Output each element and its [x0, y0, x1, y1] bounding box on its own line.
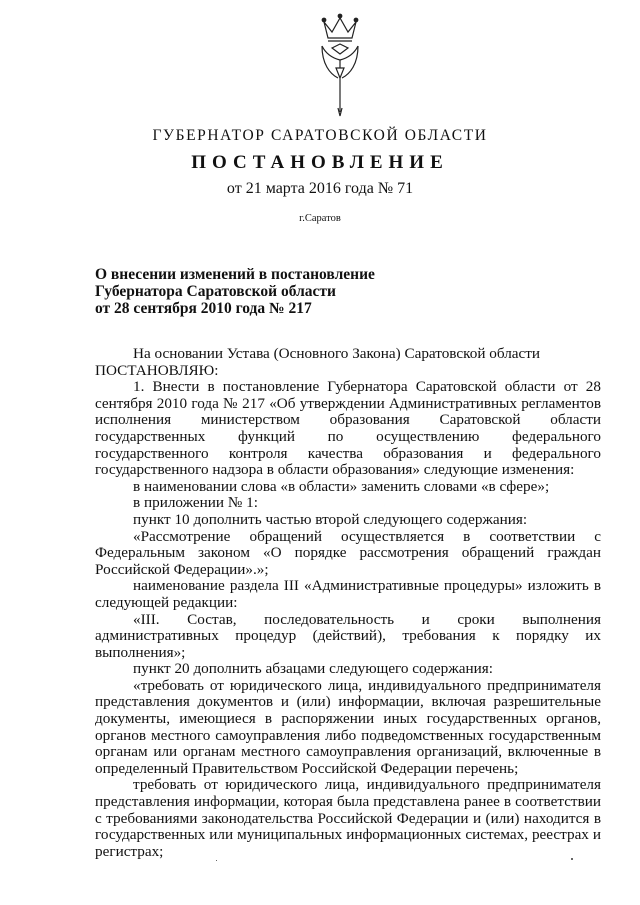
body-paragraph: пункт 20 дополнить абзацами следующего содержания: [133, 660, 493, 678]
document-body [95, 346, 601, 860]
body-paragraph: наименование раздела III «Административные процедуры» изложить в следующей редакции: [95, 577, 601, 611]
subject-line: Губернатора Саратовской области [95, 283, 336, 300]
issuing-authority: ГУБЕРНАТОР САРАТОВСКОЙ ОБЛАСТИ [152, 127, 488, 144]
subject-line: О внесении изменений в постановление [95, 266, 375, 283]
document-date-number: от 21 марта 2016 года № 71 [226, 180, 414, 197]
body-paragraph: На основании Устава (Основного Закона) Саратовской области [133, 345, 541, 362]
body-paragraph: в наименовании слова «в области» заменить словами «в сфере»; [133, 477, 550, 495]
crown-emblem-icon [318, 8, 362, 120]
document-type-title: ПОСТАНОВЛЕНИЕ [191, 152, 449, 173]
body-paragraph: «III. Состав, последовательность и сроки выполнения административных процедур (действий), требования к порядку их выполнения»; [95, 610, 601, 661]
body-paragraph: в приложении № 1: [133, 494, 258, 512]
decree-word: ПОСТАНОВЛЯЮ: [95, 361, 219, 379]
scan-speck [571, 858, 573, 860]
subject-line: от 28 сентября 2010 года № 217 [95, 300, 312, 317]
body-paragraph: требовать от юридического лица, индивидуального предпринимателя представления информации, которая была представлена ранее в соответствии с требованиями законодательства Российской Федерации и (или) находится в государственных или муниципальных информационных системах, реестрах и регистрах; [95, 776, 601, 860]
body-paragraph: «требовать от юридического лица, индивидуального предпринимателя представления документов и (или) информации, включая разрешительные документы, имеющиеся в распоряжении иных государственных органов, органов местного самоуправления либо подведомственных государственным органам или органам местного самоуправления организаций, включенные в определенный Правительством Российской Федерации перечень; [95, 676, 601, 777]
scan-speck [216, 860, 217, 861]
body-paragraph: «Рассмотрение обращений осуществляется в соответствии с Федеральным законом «О порядке рассмотрения обращений граждан Российской Федерации».»; [95, 527, 601, 578]
body-paragraph: пункт 10 дополнить частью второй следующего содержания: [133, 510, 528, 528]
document-city: г.Саратов [299, 213, 341, 224]
document-subject [95, 266, 495, 317]
body-paragraph: 1. Внести в постановление Губернатора Саратовской области от 28 сентября 2010 года № 217 «Об утверждении Административных регламентов исполнения министерством образования Саратовской области государственных функций по осуществлению федерального государственного контроля качества образования и федерального государственного надзора в области образования» следующие изменения: [95, 378, 601, 479]
